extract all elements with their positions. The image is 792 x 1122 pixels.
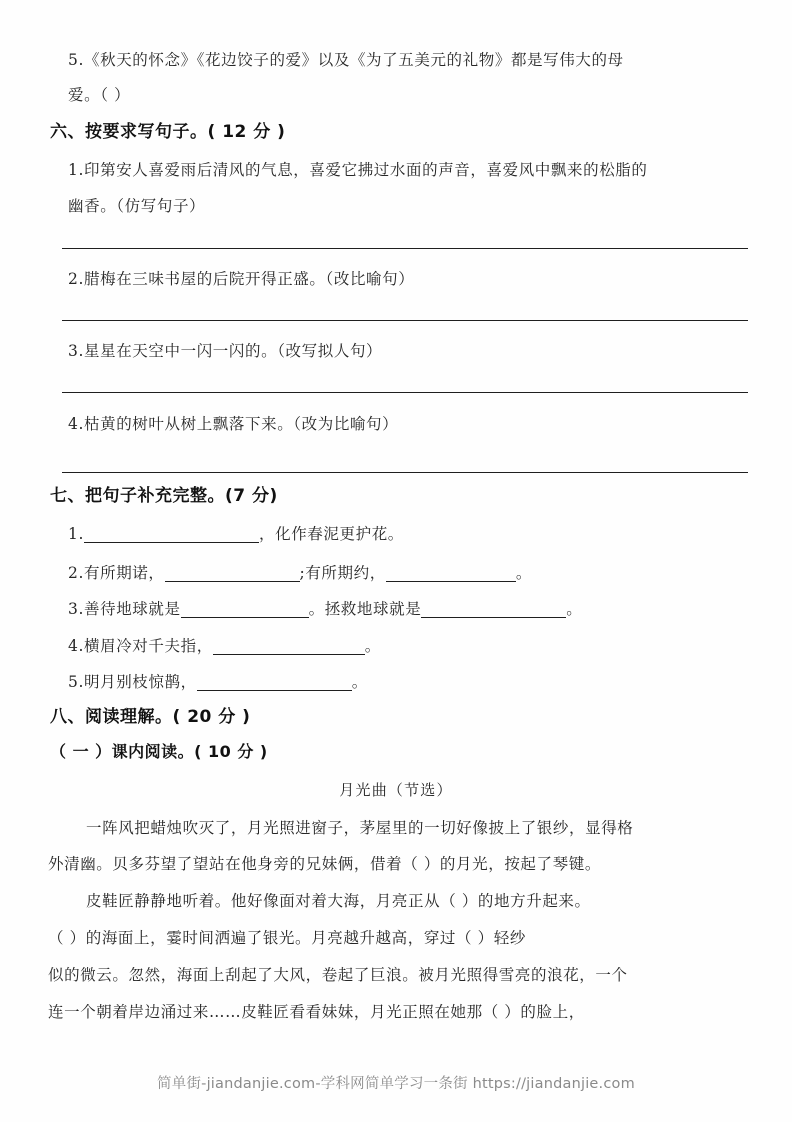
item-7-1-tail: ，化作春泥更护花。 [259, 525, 404, 543]
item-7-3-suffix: 。 [566, 600, 583, 618]
item-7-2-suffix: 。 [515, 564, 532, 582]
passage-line-5: 似的微云。忽然，海面上刮起了大风，卷起了巨浪。被月光照得雪亮的浪花，一个 [48, 966, 628, 984]
passage-title: 月光曲（节选） [339, 781, 453, 799]
section-seven-item3 [68, 601, 582, 618]
passage-line-6: 连一个朝着岸边涌过来……皮鞋匠看看妹妹，月光正照在她那（ ）的脸上， [48, 1003, 585, 1021]
section-seven-item2 [68, 565, 532, 582]
answer-rule-6-4[interactable] [62, 472, 748, 473]
item-7-2-middle: ;有所期约， [299, 564, 386, 582]
blank-7-3-b[interactable] [421, 601, 566, 618]
section-seven-item5 [68, 674, 368, 691]
section-six-item3-line1: 3.星星在天空中一闪一闪的。（改写拟人句） [68, 342, 383, 360]
section-eight-subsection-heading: （ 一 ）课内阅读。( 10 分 ) [50, 742, 268, 761]
item-7-3-prefix: 3.善待地球就是 [68, 600, 181, 618]
section-six-heading: 六、按要求写句子。( 12 分 ) [50, 122, 286, 142]
footer-watermark: 简单街-jiandanjie.com-学科网简单学习一条街 https://jiandanjie.com [157, 1076, 635, 1092]
blank-7-2-a[interactable] [165, 565, 300, 582]
section-six-item1-line1: 1.印第安人喜爱雨后清风的气息，喜爱它拂过水面的声音，喜爱风中飘来的松脂的 [68, 161, 648, 179]
passage-line-2: 外清幽。贝多芬望了望站在他身旁的兄妹俩，借着（ ）的月光，按起了琴键。 [48, 855, 601, 873]
blank-7-1-a[interactable] [84, 526, 259, 543]
item-number: 1. [68, 525, 84, 543]
blank-7-3-a[interactable] [181, 601, 309, 618]
blank-7-4-a[interactable] [213, 638, 365, 655]
passage-line-4: （ ）的海面上，霎时间洒遍了银光。月亮越升越高，穿过（ ）轻纱 [48, 929, 526, 947]
item-7-5-prefix: 5.明月别枝惊鹊， [68, 673, 197, 691]
item-7-4-prefix: 4.横眉冷对千夫指， [68, 637, 213, 655]
blank-7-5-a[interactable] [197, 674, 352, 691]
answer-rule-6-2[interactable] [62, 320, 748, 321]
item-7-2-prefix: 2.有所期诺， [68, 564, 165, 582]
section-eight-heading: 八、阅读理解。( 20 分 ) [50, 707, 251, 727]
section-seven-item1 [68, 526, 404, 543]
answer-rule-6-3[interactable] [62, 392, 748, 393]
item-7-3-middle: 。拯救地球就是 [308, 600, 422, 618]
item-7-5-suffix: 。 [351, 673, 368, 691]
section-six-item4-line1: 4.枯黄的树叶从树上飘落下来。（改为比喻句） [68, 415, 399, 433]
section-six-item1-line2: 幽香。（仿写句子） [68, 197, 206, 215]
section-seven-heading: 七、把句子补充完整。(7 分) [50, 486, 278, 506]
passage-line-1: 一阵风把蜡烛吹灭了，月光照进窗子，茅屋里的一切好像披上了银纱，显得格 [86, 819, 634, 837]
carryover-item-5-line1: 5.《秋天的怀念》《花边饺子的爱》以及《为了五美元的礼物》都是写伟大的母 [68, 51, 624, 69]
section-six-item2-line1: 2.腊梅在三味书屋的后院开得正盛。（改比喻句） [68, 270, 415, 288]
answer-rule-6-1[interactable] [62, 248, 748, 249]
blank-7-2-b[interactable] [386, 565, 516, 582]
carryover-item-5-line2: 爱。（ ） [68, 86, 131, 104]
section-seven-item4 [68, 638, 381, 655]
item-7-4-suffix: 。 [364, 637, 381, 655]
passage-line-3: 皮鞋匠静静地听着。他好像面对着大海，月亮正从（ ）的地方升起来。 [86, 892, 591, 910]
